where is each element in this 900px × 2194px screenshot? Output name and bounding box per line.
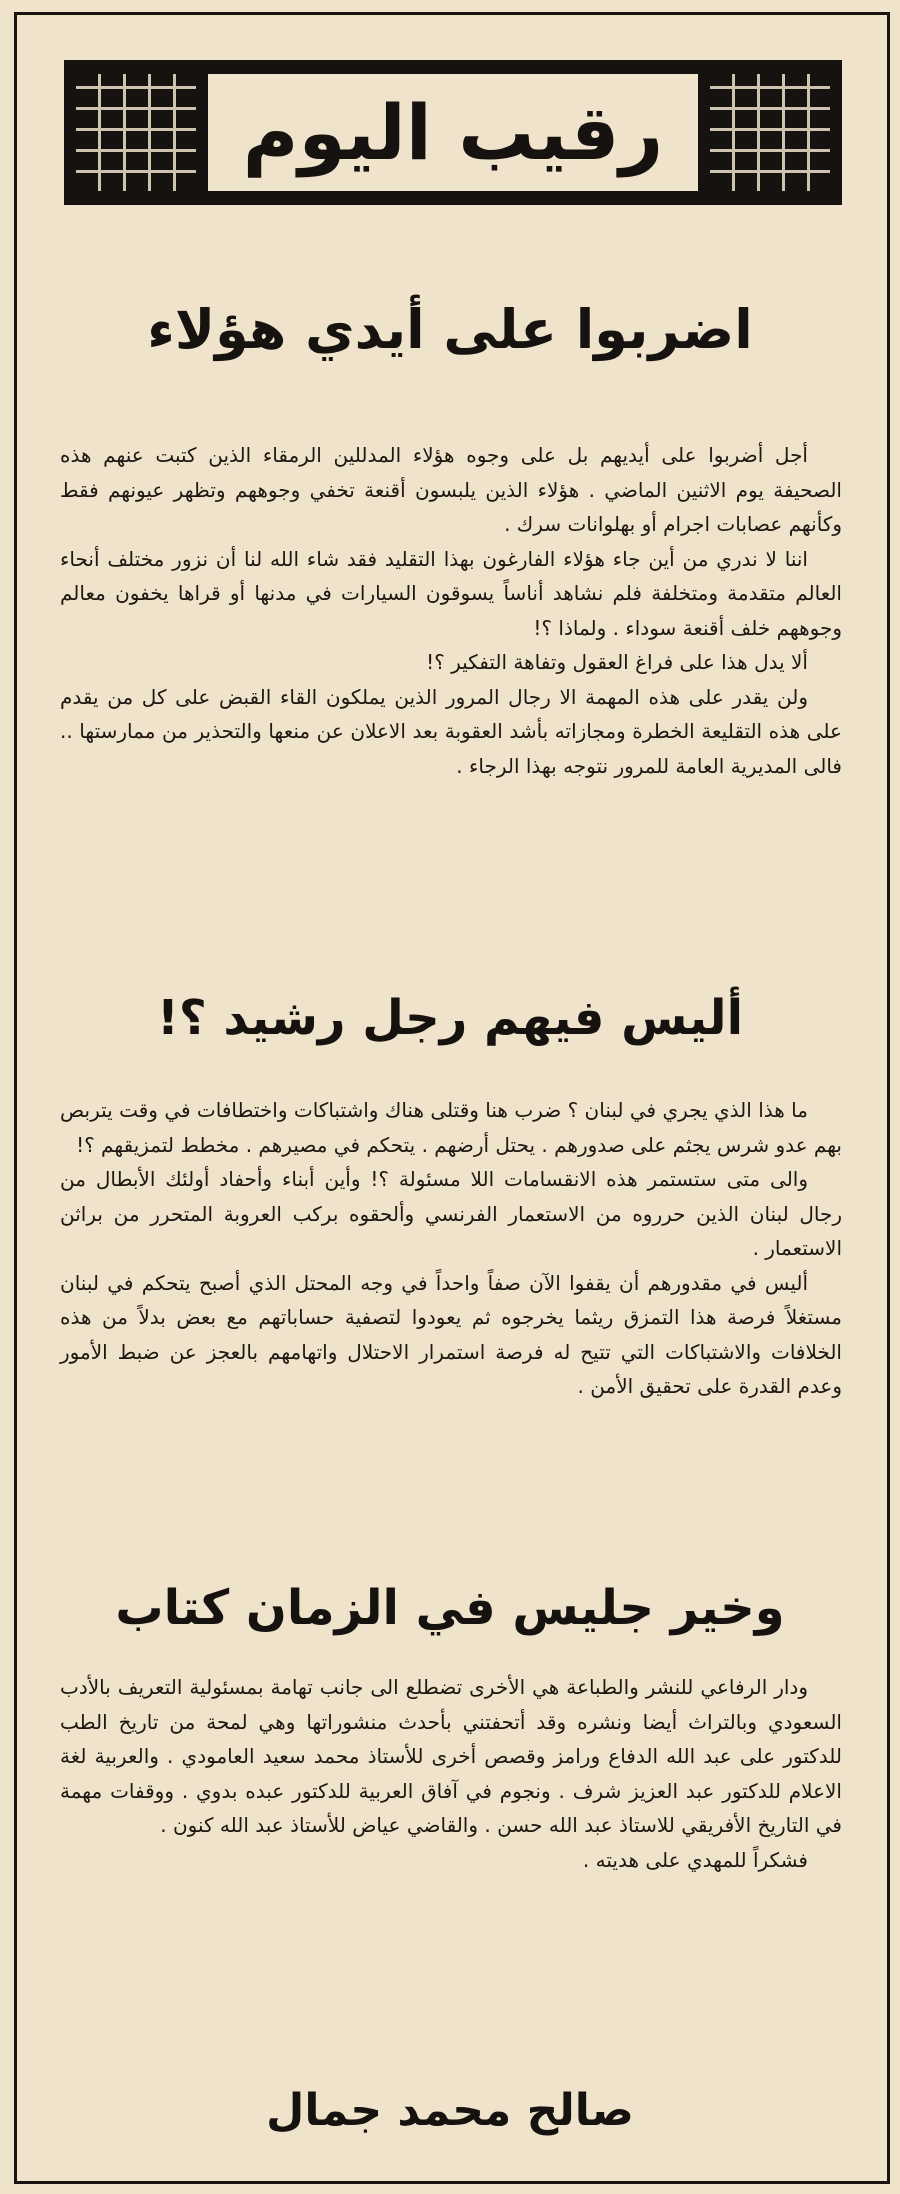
- masthead-plate: [204, 70, 702, 195]
- masthead-title: رقيب اليوم: [242, 88, 664, 177]
- masthead-brick-pattern-right: [710, 74, 830, 191]
- section-1-paragraph: ألا يدل هذا على فراغ العقول وتفاهة التفكير ؟!: [426, 650, 808, 674]
- section-3-body: [60, 1670, 842, 1877]
- section-1-paragraph: اننا لا ندري من أين جاء هؤلاء الفارغون بهذا التقليد فقد شاء الله لنا أن نزور مختلف أنحاء العالم متقدمة ومتخلفة فلم نشاهد أناساً يسوقون السيارات في مدنها أو قراها يخفون معالم وجوههم خلف أقنعة سوداء . ولماذا ؟!: [60, 546, 842, 640]
- masthead-banner: [64, 60, 842, 205]
- section-3-paragraph: ودار الرفاعي للنشر والطباعة هي الأخرى تضطلع الى جانب تهامة بمسئولية التعريف بالأدب السعودي وبالتراث أيضا ونشره وقد أتحفتني بأحدث منشوراتها وهي لمحة من تاريخ الطب للدكتور على عبد الله الدفاع ورامز وقصص أخرى للأستاذ محمد سعيد العامودي . والعربية لغة الاعلام للدكتور عبد العزيز شرف . ونجوم في آفاق العربية للدكتور عبده بدوي . ووقفات مهمة في التاريخ الأفريقي للاستاذ عبد الله حسن . والقاضي عياض للأستاذ عبد الله كنون .: [60, 1675, 842, 1837]
- author-signature: صالح محمد جمال: [266, 2085, 634, 2136]
- section-3-heading: وخير جليس في الزمان كتاب: [115, 1580, 785, 1636]
- section-2-paragraph: ما هذا الذي يجري في لبنان ؟ ضرب هنا وقتلى هناك واشتباكات واختطافات في وقت يتربص بهم عدو شرس يجثم على صدورهم . يحتل أرضهم . يتحكم في مصيرهم . مخطط لتمزيقهم ؟!: [60, 1098, 842, 1157]
- section-3-paragraph: فشكراً للمهدي على هديته .: [582, 1847, 808, 1872]
- masthead-brick-pattern-left: [76, 74, 196, 191]
- section-1-body: [60, 438, 842, 783]
- section-2-paragraph: أليس في مقدورهم أن يقفوا الآن صفاً واحداً في وجه المحتل الذي أصبح يتحكم في لبنان مستغلاً فرصة هذا التمزق ريثما يخرجوه ثم يعودوا لتصفية حساباتهم مع بعض بدلاً من هذه الخلافات والاشتباكات التي تتيح له فرصة استمرار الاحتلال واتهامهم بالعجز عن ضبط الأمور وعدم القدرة على تحقيق الأمن .: [60, 1270, 842, 1398]
- section-1-paragraph: أجل أضربوا على أيديهم بل على وجوه هؤلاء المدللين الرمقاء الذين كتبت عنهم هذه الصحيفة يوم الاثنين الماضي . هؤلاء الذين يلبسون أقنعة تخفي وجوههم وتظهر عيونهم فقط وكأنهم عصابات اجرام أو بهلوانات سرك .: [60, 443, 842, 536]
- section-2-paragraph: والى متى ستستمر هذه الانقسامات اللا مسئولة ؟! وأين أبناء وأحفاد أولئك الأبطال من رجال لبنان الذين حرروه من الاستعمار الفرنسي وألحقوه بركب العروبة المتحرر من براثن الاستعمار .: [60, 1167, 842, 1260]
- section-2-body: [60, 1093, 842, 1404]
- section-2-heading: أليس فيهم رجل رشيد ؟!: [156, 990, 744, 1046]
- section-1-heading: اضربوا على أيدي هؤلاء: [147, 298, 753, 361]
- section-1-paragraph: ولن يقدر على هذه المهمة الا رجال المرور الذين يملكون القاء القبض على كل من يقدم على هذه التقليعة الخطرة ومجازاته بأشد العقوبة بعد الاعلان عن منعها والتحذير من ممارستها .. فالى المديرية العامة للمرور نتوجه بهذا الرجاء .: [60, 684, 842, 778]
